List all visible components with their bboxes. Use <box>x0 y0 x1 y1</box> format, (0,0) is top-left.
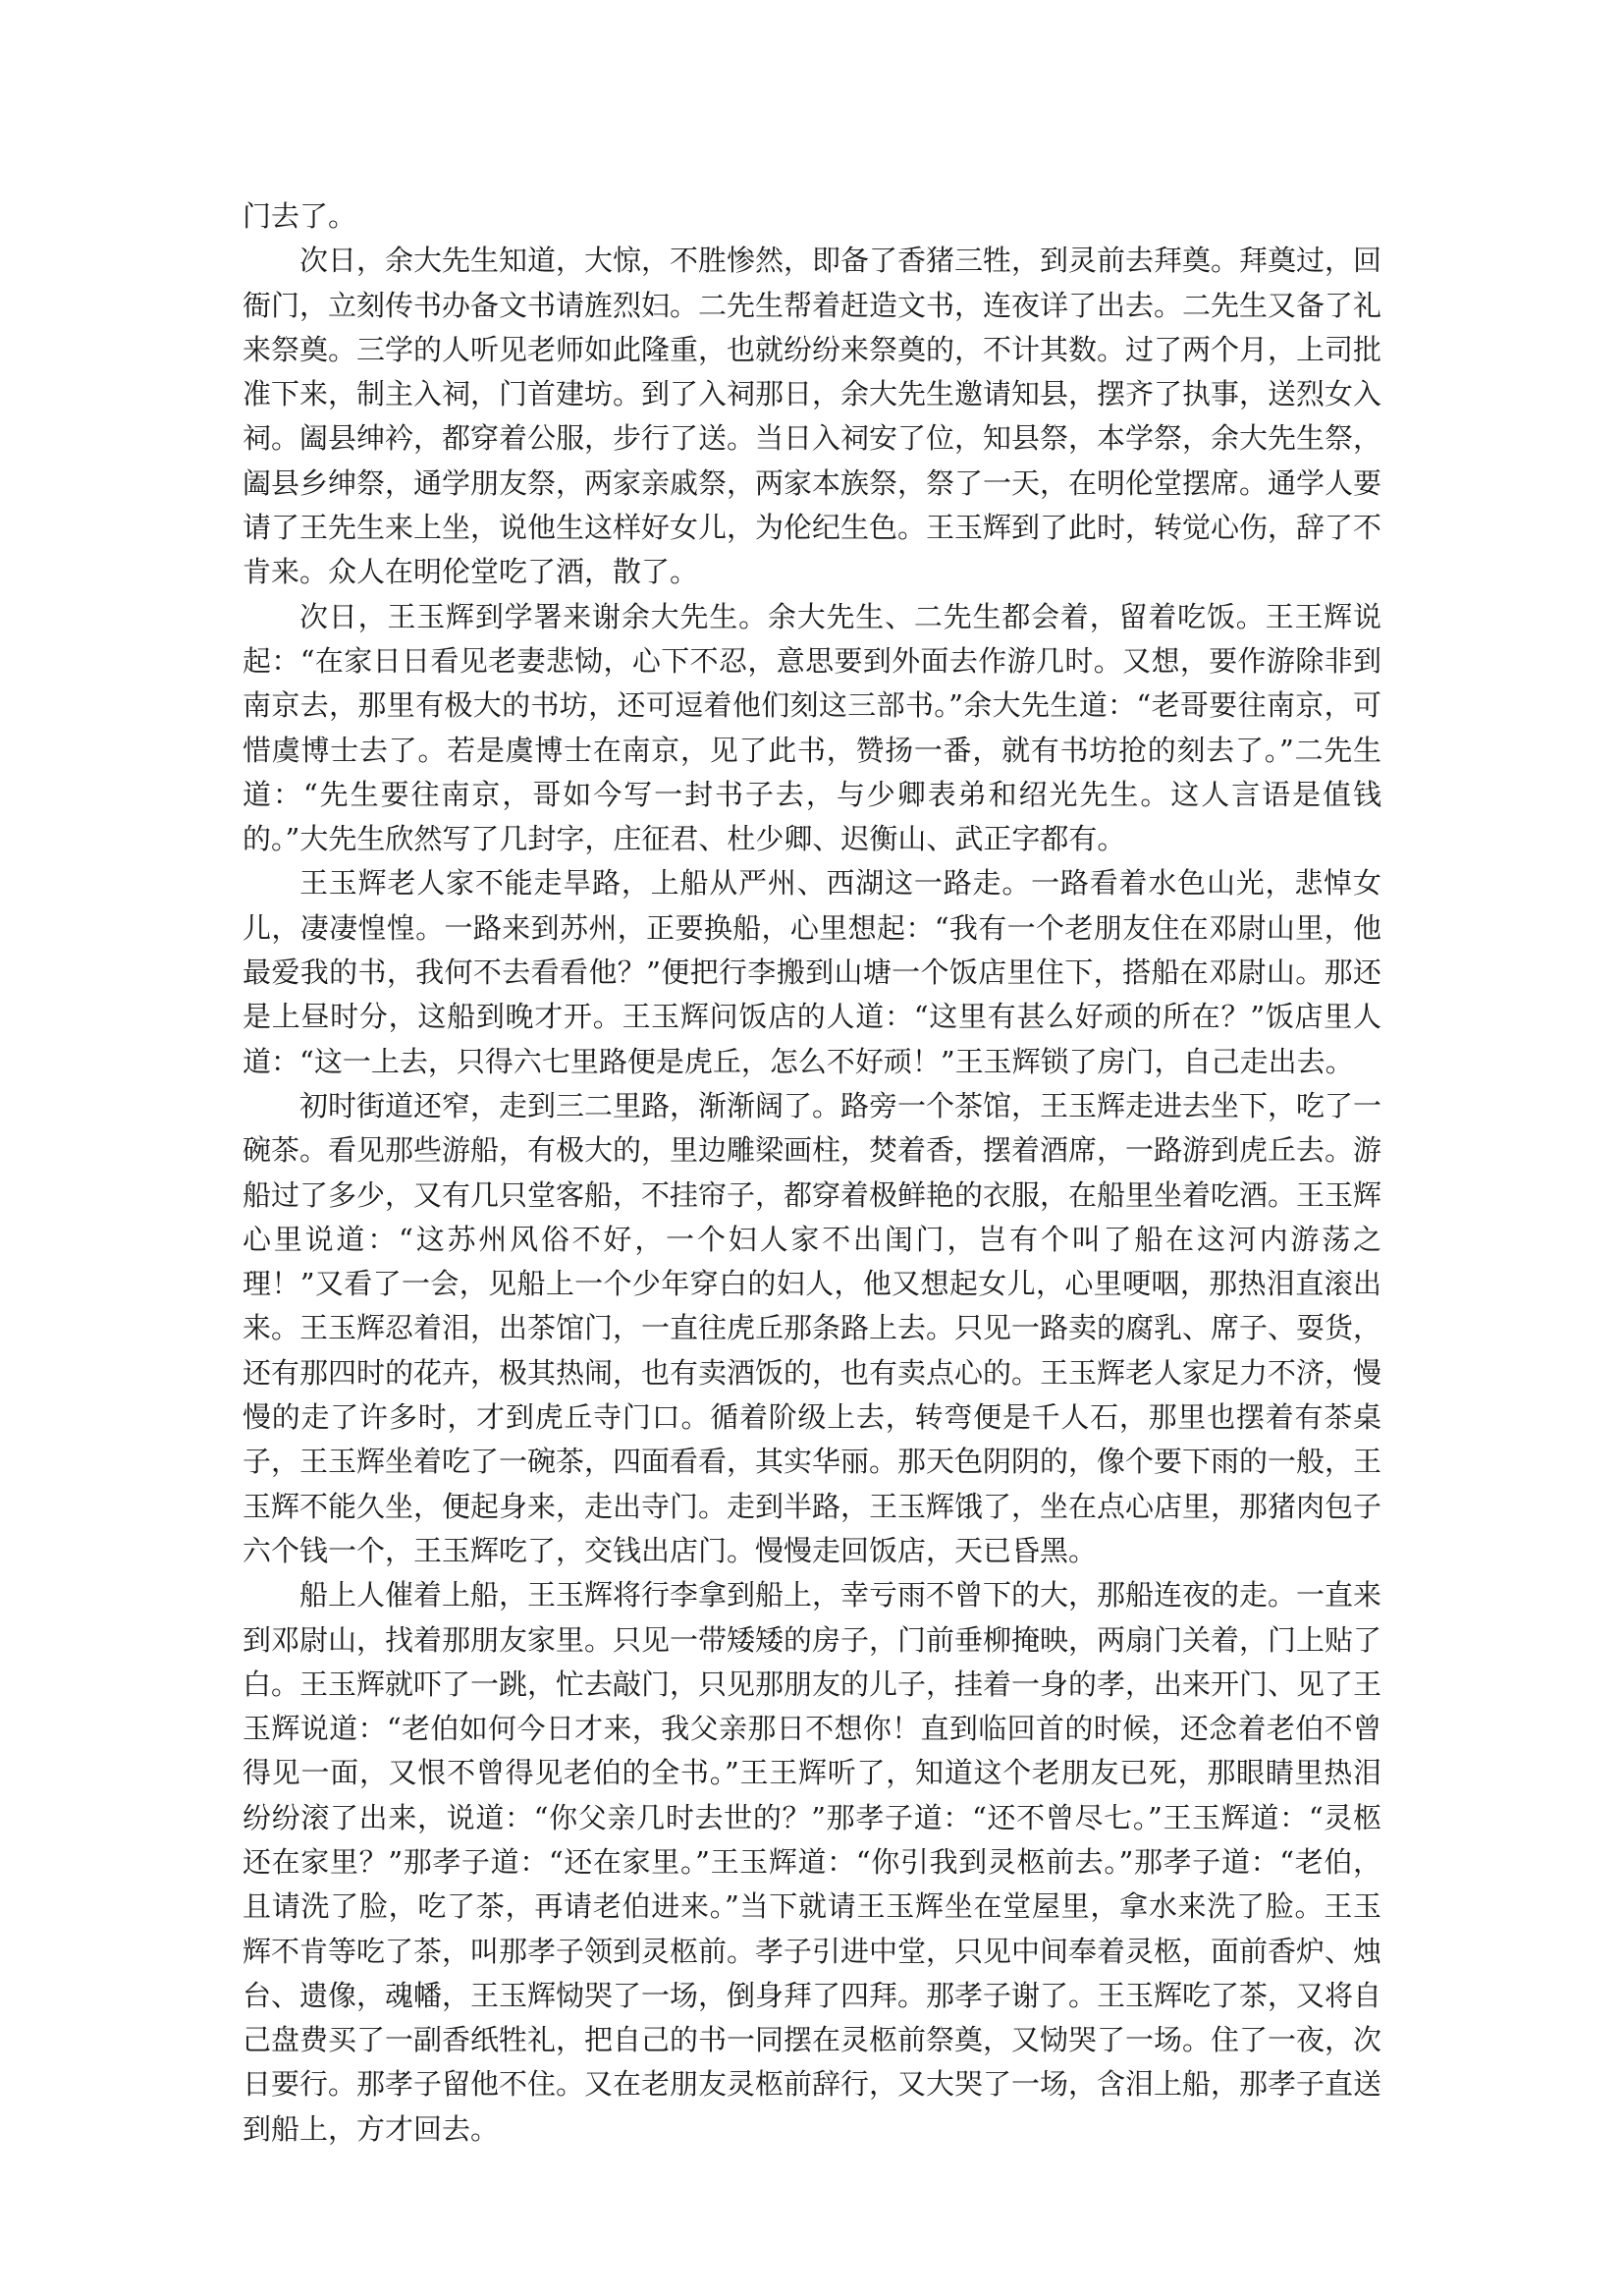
document-page <box>243 194 1381 2152</box>
paragraph: 门去了。 <box>243 199 357 233</box>
paragraph: 王玉辉老人家不能走旱路，上船从严州、西湖这一路走。一路看着水色山光，悲悼女儿，凄凄惶惶。一路来到苏州，正要换船，心里想起：“我有一个老朋友住在邓尉山里，他最爱我的书，我何不去看看他？”便把行李搬到山塘一个饭店里住下，搭船在邓尉山。那还是上昼时分，这船到晚才开。王玉辉问饭店的人道：“这里有甚么好顽的所在？”饭店里人道：“这一上去，只得六七里路便是虎丘，怎么不好顽！”王玉辉锁了房门，自己走出去。 <box>243 866 1381 1078</box>
paragraph: 次日，王玉辉到学署来谢余大先生。余大先生、二先生都会着，留着吃饭。王王辉说起：“在家日日看见老妻悲恸，心下不忍，意思要到外面去作游几时。又想，要作游除非到南京去，那里有极大的书坊，还可逗着他们刻这三部书。”余大先生道：“老哥要往南京，可惜虞博士去了。若是虞博士在南京，见了此书，赞扬一番，就有书坊抢的刻去了。”二先生道：“先生要往南京，哥如今写一封书子去，与少卿表弟和绍光先生。这人言语是值钱的。”大先生欣然写了几封字，庄征君、杜少卿、迟衡山、武正字都有。 <box>243 599 1381 856</box>
paragraph: 初时街道还窄，走到三二里路，渐渐阔了。路旁一个茶馆，王玉辉走进去坐下，吃了一碗茶。看见那些游船，有极大的，里边雕梁画柱，焚着香，摆着酒席，一路游到虎丘去。游船过了多少，又有几只堂客船，不挂帘子，都穿着极鲜艳的衣服，在船里坐着吃酒。王玉辉心里说道：“这苏州风俗不好，一个妇人家不出闺门，岂有个叫了船在这河内游荡之理！”又看了一会，见船上一个少年穿白的妇人，他又想起女儿，心里哽咽，那热泪直滚出来。王玉辉忍着泪，出茶馆门，一直往虎丘那条路上去。只见一路卖的腐乳、席子、耍货，还有那四时的花卉，极其热闹，也有卖酒饭的，也有卖点心的。王玉辉老人家足力不济，慢慢的走了许多时，才到虎丘寺门口。循着阶级上去，转弯便是千人石，那里也摆着有茶桌子，王玉辉坐着吃了一碗茶，四面看看，其实华丽。那天色阴阴的，像个要下雨的一般，王玉辉不能久坐，便起身来，走出寺门。走到半路，王玉辉饿了，坐在点心店里，那猪肉包子六个钱一个，王玉辉吃了，交钱出店门。慢慢走回饭店，天已昏黑。 <box>243 1088 1382 1567</box>
paragraph: 船上人催着上船，王玉辉将行李拿到船上，幸亏雨不曾下的大，那船连夜的走。一直来到邓尉山，找着那朋友家里。只见一带矮矮的房子，门前垂柳掩映，两扇门关着，门上贴了白。王玉辉就吓了一跳，忙去敲门，只见那朋友的儿子，挂着一身的孝，出来开门、见了王玉辉说道：“老伯如何今日才来，我父亲那日不想你！直到临回首的时候，还念着老伯不曾得见一面，又恨不曾得见老伯的全书。”王王辉听了，知道这个老朋友已死，那眼睛里热泪纷纷滚了出来，说道：“你父亲几时去世的？”那孝子道：“还不曾尽七。”王玉辉道：“灵柩还在家里？”那孝子道：“还在家里。”王玉辉道：“你引我到灵柩前去。”那孝子道：“老伯，且请洗了脸，吃了茶，再请老伯进来。”当下就请王玉辉坐在堂屋里，拿水来洗了脸。王玉辉不肯等吃了茶，叫那孝子领到灵柩前。孝子引进中堂，只见中间奉着灵柩，面前香炉、烛台、遗像，魂幡，王玉辉恸哭了一场，倒身拜了四拜。那孝子谢了。王玉辉吃了茶，又将自己盘费买了一副香纸牲礼，把自己的书一同摆在灵柩前祭奠，又恸哭了一场。住了一夜，次日要行。那孝子留他不住。又在老朋友灵柩前辞行，又大哭了一场，含泪上船，那孝子直送到船上，方才回去。 <box>243 1578 1382 2146</box>
paragraph: 次日，余大先生知道，大惊，不胜惨然，即备了香猪三牲，到灵前去拜奠。拜奠过，回衙门，立刻传书办备文书请旌烈妇。二先生帮着赶造文书，连夜详了出去。二先生又备了礼来祭奠。三学的人听见老师如此隆重，也就纷纷来祭奠的，不计其数。过了两个月，上司批准下来，制主入祠，门首建坊。到了入祠那日，余大先生邀请知县，摆齐了执事，送烈女入祠。阖县绅衿，都穿着公服，步行了送。当日入祠安了位，知县祭，本学祭，余大先生祭，阖县乡绅祭，通学朋友祭，两家亲戚祭，两家本族祭，祭了一天，在明伦堂摆席。通学人要请了王先生来上坐，说他生这样好女儿，为伦纪生色。王玉辉到了此时，转觉心伤，辞了不肯来。众人在明伦堂吃了酒，散了。 <box>243 244 1382 589</box>
